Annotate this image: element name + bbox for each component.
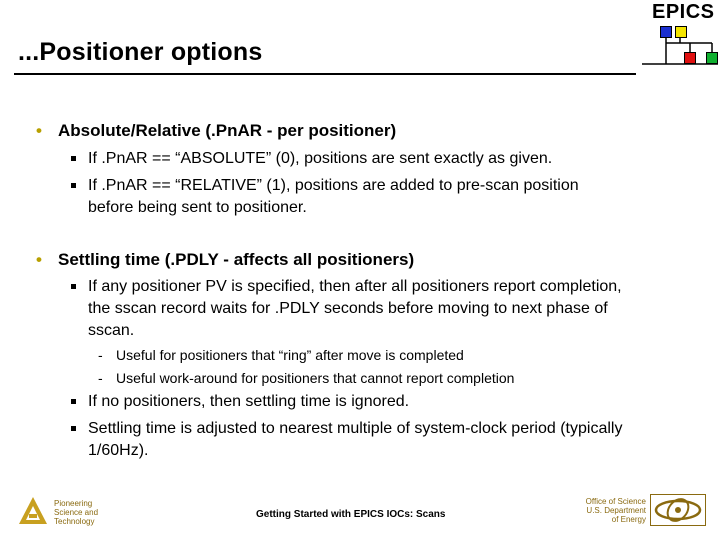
sub-item-text: Settling time is adjusted to nearest multiple of system-clock period (typically	[88, 420, 623, 437]
sub-item	[88, 175, 579, 219]
sub-item	[88, 418, 622, 462]
epics-logo	[640, 0, 720, 70]
sub-sub-item-text: Useful for positioners that “ring” after move is completed	[116, 347, 464, 363]
footer-left-line: Pioneering	[54, 499, 93, 508]
sub-item-text: If .PnAR == “RELATIVE” (1), positions are added to pre-scan position	[88, 177, 579, 194]
sub-item-text: If .PnAR == “ABSOLUTE” (0), positions are sent exactly as given.	[88, 150, 553, 167]
footer-left-text	[54, 499, 98, 526]
sub-item	[88, 276, 622, 342]
sub-item-text-cont: 1/60Hz).	[88, 442, 149, 459]
sub-sub-item	[98, 368, 515, 388]
logo-red-square-icon	[684, 52, 696, 64]
sub-item-text: If any positioner PV is specified, then after all positioners report completion,	[88, 278, 622, 295]
square-bullet-icon	[71, 156, 76, 161]
bullet-text: Settling time (.PDLY - affects all positioners)	[58, 250, 415, 269]
bullet-text: Absolute/Relative (.PnAR - per positioner)	[58, 121, 397, 140]
square-bullet-icon	[71, 426, 76, 431]
footer-left-line: Science and	[54, 508, 99, 517]
sub-item-text: If no positioners, then settling time is ignored.	[88, 393, 410, 410]
footer-right-line: of Energy	[611, 515, 646, 524]
argonne-logo-icon	[18, 496, 48, 526]
sub-item-text-cont: before being sent to positioner.	[88, 199, 307, 216]
square-bullet-icon	[71, 399, 76, 404]
footer-right-line: Office of Science	[585, 497, 646, 506]
footer-left-line: Technology	[54, 517, 95, 526]
epics-logo-text: EPICS	[652, 1, 715, 23]
footer-right-text	[560, 497, 646, 524]
logo-blue-square-icon	[660, 26, 672, 38]
sub-item	[88, 391, 409, 413]
sub-item-text-cont: the sscan record waits for .PDLY seconds before moving to next phase of	[88, 300, 608, 317]
dash-bullet-icon: -	[98, 370, 103, 386]
square-bullet-icon	[71, 284, 76, 289]
bullet-absolute-relative	[36, 121, 397, 141]
footer-right-line: U.S. Department	[586, 506, 646, 515]
square-bullet-icon	[71, 183, 76, 188]
logo-yellow-square-icon	[675, 26, 687, 38]
dash-bullet-icon: -	[98, 347, 103, 363]
sub-sub-item	[98, 345, 464, 365]
sub-item	[88, 148, 552, 170]
bullet-settling-time	[36, 250, 415, 270]
page-title: ...Positioner options	[18, 38, 263, 66]
bullet-dot-icon: •	[36, 250, 42, 269]
bullet-dot-icon: •	[36, 121, 42, 140]
sub-sub-item-text: Useful work-around for positioners that cannot report completion	[116, 370, 515, 386]
sub-item-text-cont: sscan.	[88, 322, 135, 339]
logo-green-square-icon	[706, 52, 718, 64]
title-divider	[14, 73, 636, 75]
doe-logo-icon	[650, 494, 706, 526]
footer-title: Getting Started with EPICS IOCs: Scans	[256, 509, 446, 520]
